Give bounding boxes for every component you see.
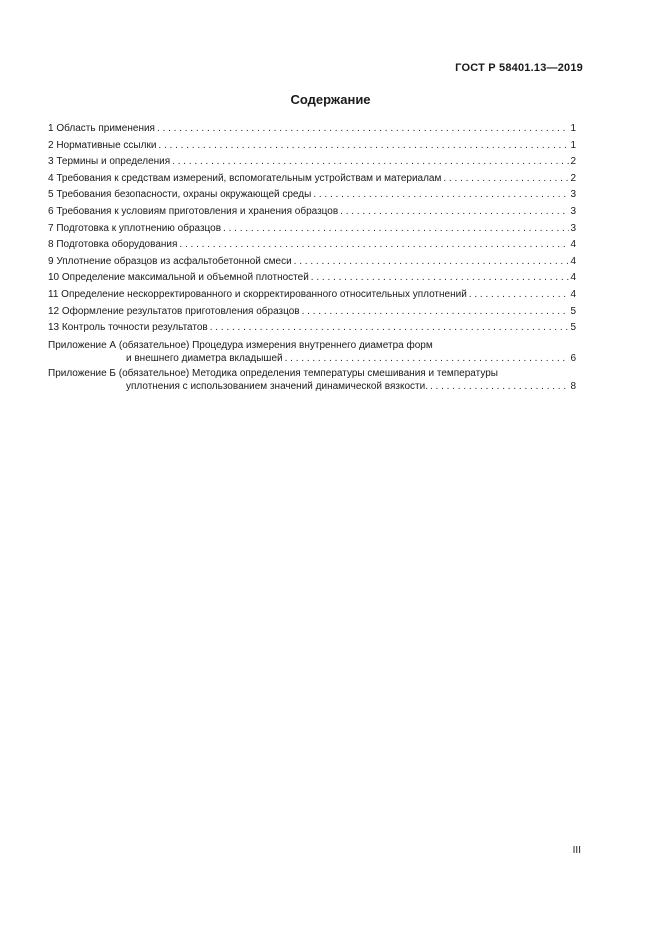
toc-entry-9[interactable] [48,254,576,271]
toc-entry-2[interactable] [48,138,576,155]
leader-dots [302,304,570,321]
table-of-contents [48,121,576,393]
toc-entry-page: 8 [570,380,576,392]
toc-entry-page: 6 [570,352,576,364]
leader-dots [179,237,569,254]
appendix-title-continuation: и внешнего диаметра вкладышей [126,352,283,364]
toc-entry-label: 8 Подготовка оборудования [48,239,178,251]
toc-entry-3[interactable] [48,154,576,171]
leader-dots [313,187,569,204]
leader-dots [157,121,569,138]
toc-entry-7[interactable] [48,221,576,238]
toc-entry-4[interactable] [48,171,576,188]
toc-entry-label: 1 Область применения [48,123,155,134]
toc-appendix-b[interactable] [48,367,576,393]
toc-entry-label: 9 Уплотнение образцов из асфальтобетонной смеси [48,255,292,267]
toc-entry-label: 12 Оформление результатов приготовления образцов [48,305,300,317]
toc-entry-1[interactable] [48,121,576,138]
toc-entry-11[interactable] [48,287,576,304]
toc-entry-page: 3 [570,189,576,201]
toc-entry-page: 1 [570,139,576,151]
toc-entry-page: 4 [570,272,576,284]
toc-entry-8[interactable] [48,237,576,254]
leader-dots [443,171,569,188]
toc-appendix-a[interactable] [48,339,576,365]
toc-entry-label: 11 Определение нескорректированного и скорректированного относительных уплотнений [48,288,467,300]
leader-dots [294,254,570,271]
toc-entry-label: 6 Требования к условиям приготовления и хранения образцов [48,205,339,217]
toc-entry-page: 5 [570,322,576,334]
toc-entry-label: 13 Контроль точности результатов [48,322,208,334]
toc-entry-label: 7 Подготовка к уплотнению образцов [48,222,222,234]
page-number: III [572,845,581,856]
leader-dots [311,270,570,287]
toc-entry-page: 3 [570,222,576,234]
toc-entry-page: 4 [570,255,576,267]
appendix-title-continuation: уплотнения с использованием значений динамической вязкости. [126,380,428,392]
toc-entry-label: 10 Определение максимальной и объемной плотностей [48,272,309,284]
toc-entry-page: 5 [570,305,576,317]
leader-dots [340,204,569,221]
appendix-title-line: Приложение Б (обязательное) Методика определения температуры смешивания и температуры [48,367,498,379]
toc-entry-5[interactable] [48,187,576,204]
toc-entry-label: 3 Термины и определения [48,156,171,168]
standard-code: ГОСТ Р 58401.13—2019 [455,62,583,74]
toc-entry-6[interactable] [48,204,576,221]
toc-entry-label: 4 Требования к средствам измерений, вспомогательным устройствам и материалам [48,172,442,184]
toc-entry-page: 2 [570,172,576,184]
toc-entry-page: 2 [570,156,576,168]
leader-dots [172,154,569,171]
toc-entry-page: 3 [570,205,576,217]
toc-entry-page: 1 [570,123,576,134]
toc-title: Содержание [290,92,371,107]
toc-entry-13[interactable] [48,320,576,337]
toc-entry-page: 4 [570,239,576,251]
leader-dots [223,221,569,238]
toc-entry-label: 5 Требования безопасности, охраны окружающей среды [48,189,312,201]
leader-dots [158,138,569,155]
leader-dots [469,287,570,304]
toc-entry-label: 2 Нормативные ссылки [48,139,157,151]
toc-entry-10[interactable] [48,270,576,287]
leader-dots [430,380,569,393]
leader-dots [210,320,570,337]
toc-entry-12[interactable] [48,304,576,321]
toc-entry-page: 4 [570,288,576,300]
appendix-title-line: Приложение А (обязательное) Процедура измерения внутреннего диаметра форм [48,339,433,351]
leader-dots [285,352,570,365]
